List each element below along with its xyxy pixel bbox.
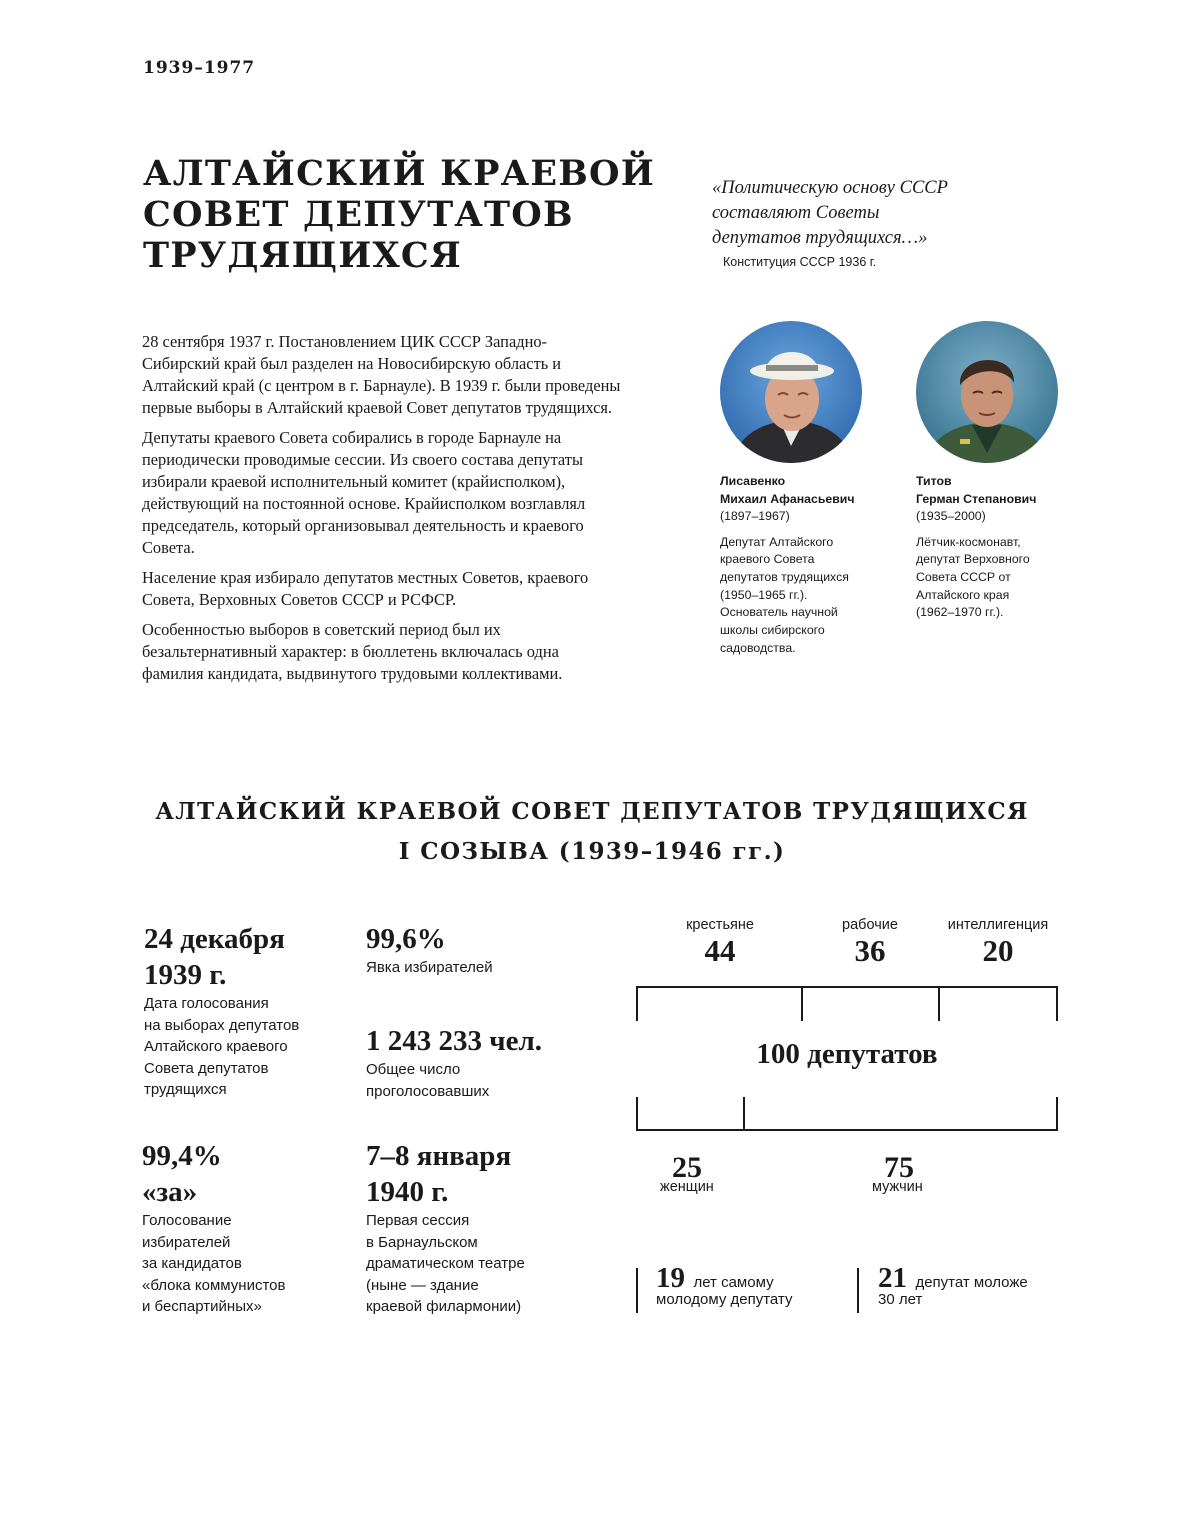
age-value: 21 <box>878 1262 907 1294</box>
age-value: 19 <box>656 1262 685 1294</box>
portrait-titov-image <box>916 321 1058 463</box>
bracket-tick <box>1056 1097 1058 1131</box>
gender-value: 25 <box>672 1151 702 1184</box>
stat-value: 7–8 января 1940 г. <box>366 1140 512 1208</box>
gender-value: 75 <box>884 1151 914 1184</box>
category-label: интеллигенция <box>947 917 1049 933</box>
total-deputies: 100 депутатов <box>756 1038 938 1070</box>
stat-value: 99,4% «за» <box>142 1140 222 1208</box>
period-label: 1939–1977 <box>143 58 256 78</box>
category-label: крестьяне <box>686 917 754 933</box>
stat-for <box>142 1138 352 1318</box>
stat-value: 1 243 233 чел. <box>366 1025 542 1057</box>
bracket-tick <box>938 986 940 1021</box>
bracket-bottom-line <box>636 1129 1058 1131</box>
category-value: 20 <box>982 933 1014 968</box>
stat-label: Дата голосования на выборах депутатов Алтайского краевого Совета депутатов трудящихся <box>144 995 300 1099</box>
age-text: лет самому <box>693 1274 774 1291</box>
age-youngest <box>656 1262 856 1310</box>
quote-source: Конституция СССР 1936 г. <box>723 255 877 269</box>
stat-value: 99,6% <box>366 923 446 955</box>
person-description: Лётчик-космонавт, депутат Верховного Совета СССР от Алтайского края (1962–1970 гг.). <box>916 534 1030 620</box>
bracket-tick <box>1056 986 1058 1021</box>
category-value: 36 <box>854 933 886 968</box>
gender-women <box>660 1151 714 1195</box>
category-label: рабочие <box>842 917 898 933</box>
bracket-tick <box>636 1097 638 1131</box>
stat-value: 24 декабря 1939 г. <box>144 923 285 991</box>
age-text: молодому депутату <box>656 1291 793 1308</box>
person-name: Титов Герман Степанович <box>916 474 1037 506</box>
stat-label: Голосование избирателей за кандидатов «блока коммунистов и беспартийных» <box>142 1212 286 1316</box>
person-years: (1935–2000) <box>916 509 986 523</box>
category-peasants <box>660 917 780 969</box>
stat-voters <box>366 1023 626 1102</box>
person-titov <box>916 321 1066 622</box>
person-name: Лисавенко Михаил Афанасьевич <box>720 474 855 506</box>
page-title: АЛТАЙСКИЙ КРАЕВОЙ СОВЕТ ДЕПУТАТОВ ТРУДЯЩИХСЯ <box>143 153 655 276</box>
bracket-top-line <box>636 986 1058 988</box>
gender-label: мужчин <box>872 1179 923 1195</box>
stat-turnout <box>366 921 606 979</box>
person-years: (1897–1967) <box>720 509 790 523</box>
stat-label: Общее число проголосовавших <box>366 1061 490 1100</box>
stat-vote-date <box>144 921 354 1101</box>
quote-text: «Политическую основу СССР составляют Советы депутатов трудящихся…» <box>712 178 948 248</box>
stat-session <box>366 1138 606 1318</box>
category-intelligentsia <box>928 917 1068 969</box>
portrait-lisavenko-image <box>720 321 862 463</box>
constitution-quote <box>712 176 1042 269</box>
bracket-tick <box>743 1097 745 1131</box>
category-value: 44 <box>704 933 736 968</box>
intro-paragraph: Население края избирало депутатов местных Советов, краевого Совета, Верховных Советов СССР и РСФСР. <box>142 568 589 609</box>
gender-label: женщин <box>660 1179 714 1195</box>
age-divider <box>636 1268 638 1313</box>
section-title: АЛТАЙСКИЙ КРАЕВОЙ СОВЕТ ДЕПУТАТОВ ТРУДЯЩИХСЯ I СОЗЫВА (1939–1946 гг.) <box>155 798 1029 865</box>
intro-text <box>142 331 622 693</box>
stat-label: Первая сессия в Барнаульском драматическом театре (ныне — здание краевой филармонии) <box>366 1212 525 1316</box>
intro-paragraph: Депутаты краевого Совета собирались в городе Барнауле на периодически проводимые сессии. Из своего состава депутаты избирали краевой исполнительный комитет (крайисполком), действующий на постоянной основе. Крайисполком возглавлял председатель, который организовывал деятельность и краевого Совета. <box>142 428 586 557</box>
person-description: Депутат Алтайского краевого Совета депутатов трудящихся (1950–1965 гг.). Основатель научной школы сибирского садоводства. <box>720 534 849 655</box>
age-divider <box>857 1268 859 1313</box>
category-workers <box>810 917 930 969</box>
age-under-30 <box>878 1262 1078 1310</box>
stat-label: Явка избирателей <box>366 959 493 976</box>
gender-men <box>872 1151 923 1195</box>
bracket-tick <box>801 986 803 1021</box>
age-text: 30 лет <box>878 1291 923 1308</box>
intro-paragraph: 28 сентября 1937 г. Постановлением ЦИК СССР Западно-Сибирский край был разделен на Новосибирскую область и Алтайский край (с центром в г. Барнауле). В 1939 г. были проведены первые выборы в Алтайский краевой Совет депутатов трудящихся. <box>142 332 621 417</box>
intro-paragraph: Особенностью выборов в советский период был их безальтернативный характер: в бюллетень включалась одна фамилия кандидата, выдвинутого трудовыми коллективами. <box>142 620 563 683</box>
bracket-tick <box>636 986 638 1021</box>
age-text: депутат моложе <box>915 1274 1028 1291</box>
person-lisavenko <box>720 321 870 657</box>
